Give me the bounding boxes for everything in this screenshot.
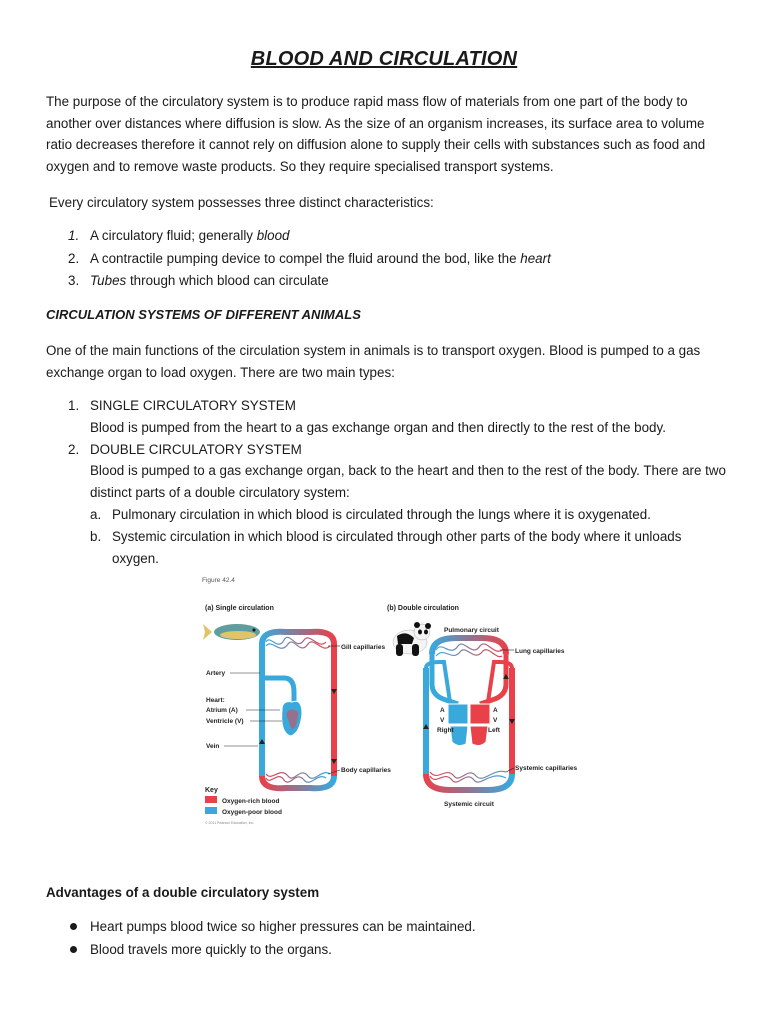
list-text: Blood travels more quickly to the organs. — [90, 941, 332, 957]
characteristics-list — [68, 225, 728, 293]
artery-label: Artery — [206, 670, 226, 677]
sub-list-text: Systemic circulation in which blood is circulated through other parts of the body where it unloads oxygen. — [112, 528, 682, 566]
list-number: 2. — [68, 441, 80, 457]
ventricle-label: Ventricle (V) — [206, 718, 244, 725]
list-text: A circulatory fluid; generally — [90, 228, 257, 243]
list-number: 2. — [68, 250, 80, 266]
sub-list-text: Pulmonary circulation in which blood is circulated through the lungs where it is oxygenated. — [112, 506, 651, 522]
panda-icon — [393, 622, 431, 656]
list-text: through which blood can circulate — [126, 273, 329, 288]
single-title: (a) Single circulation — [205, 605, 274, 612]
oxygen-rich-label: Oxygen-rich blood — [222, 798, 280, 805]
list-emphasis: Tubes — [90, 273, 127, 288]
list-text: Heart pumps blood twice so higher pressures can be maintained. — [90, 919, 476, 934]
atrium-right-label: A — [493, 707, 498, 714]
type-name: DOUBLE CIRCULATORY SYSTEM — [90, 441, 302, 457]
oxygen-rich-swatch — [205, 796, 217, 803]
list-item — [68, 248, 728, 271]
characteristics-intro: Every circulatory system possesses three distinct characteristics: — [49, 195, 434, 210]
ventricle-right-label: V — [493, 717, 498, 724]
types-list — [68, 395, 728, 569]
section-heading: CIRCULATION SYSTEMS OF DIFFERENT ANIMALS — [46, 307, 361, 322]
circulation-figure — [200, 574, 578, 830]
advantages-list — [68, 916, 728, 961]
bullet-icon — [70, 946, 77, 953]
vein-label: Vein — [206, 743, 220, 750]
list-item — [68, 225, 728, 248]
list-number: 3. — [68, 273, 80, 288]
sub-list-letter: a. — [90, 506, 102, 522]
oxygen-poor-label: Oxygen-poor blood — [222, 809, 282, 816]
figure-copyright: © 2011 Pearson Education, Inc. — [205, 821, 255, 825]
fish-icon — [203, 624, 260, 640]
section-intro: One of the main functions of the circulation system in animals is to transport oxygen. Blood is pumped to a gas exchange organ to load oxygen. There are two main types: — [46, 343, 701, 380]
list-item — [68, 270, 728, 293]
list-number: 1. — [68, 228, 80, 243]
left-side-label: Left — [488, 727, 500, 734]
systemic-circuit-label: Systemic circuit — [444, 801, 494, 808]
sub-list-item — [90, 526, 728, 570]
list-text: A contractile pumping device to compel the fluid around the bod, like the — [90, 250, 521, 266]
right-side-label: Right — [437, 727, 454, 734]
double-title: (b) Double circulation — [387, 605, 459, 612]
figure-label: Figure 42.4 — [202, 577, 235, 584]
systemic-capillaries-label: Systemic capillaries — [515, 765, 578, 772]
atrium-label: Atrium (A) — [206, 707, 238, 714]
type-description: Blood is pumped from the heart to a gas exchange organ and then directly to the rest of the body. — [90, 419, 666, 435]
pulmonary-circuit-label: Pulmonary circuit — [444, 627, 499, 634]
gill-capillaries-label: Gill capillaries — [341, 644, 386, 651]
sub-list-letter: b. — [90, 528, 102, 544]
heart-label: Heart: — [206, 697, 225, 704]
body-capillaries-label: Body capillaries — [341, 767, 391, 774]
sub-list-item — [90, 504, 728, 526]
intro-paragraph: The purpose of the circulatory system is to produce rapid mass flow of materials from one part of the body to another over distances where diffusion is slow. As the size of an organism increases, its surface area to volume ratio decreases therefore it cannot rely on diffusion alone to supply their cells with substances such as food and oxygen and to remove waste products. So they require specialised transport systems. — [46, 94, 706, 174]
list-emphasis: blood — [256, 228, 290, 243]
key-label: Key — [205, 787, 218, 794]
type-description: Blood is pumped to a gas exchange organ, back to the heart and then to the rest of the body. There are two distinct parts of a double circulatory system: — [90, 463, 726, 501]
oxygen-poor-swatch — [205, 807, 217, 814]
list-number: 1. — [68, 398, 80, 413]
ventricle-left-label: V — [440, 717, 445, 724]
list-item — [68, 439, 728, 570]
list-item — [68, 939, 728, 962]
list-emphasis: heart — [520, 250, 551, 266]
circulation-diagram — [200, 574, 578, 830]
atrium-left-label: A — [440, 707, 445, 714]
advantages-heading: Advantages of a double circulatory system — [46, 885, 320, 900]
double-circulation-loop — [423, 638, 515, 790]
lung-capillaries-label: Lung capillaries — [515, 648, 565, 655]
type-name: SINGLE CIRCULATORY SYSTEM — [90, 398, 296, 413]
list-item — [68, 916, 728, 939]
bullet-icon — [70, 923, 77, 930]
page-title: BLOOD AND CIRCULATION — [250, 48, 518, 70]
list-item — [68, 395, 728, 439]
